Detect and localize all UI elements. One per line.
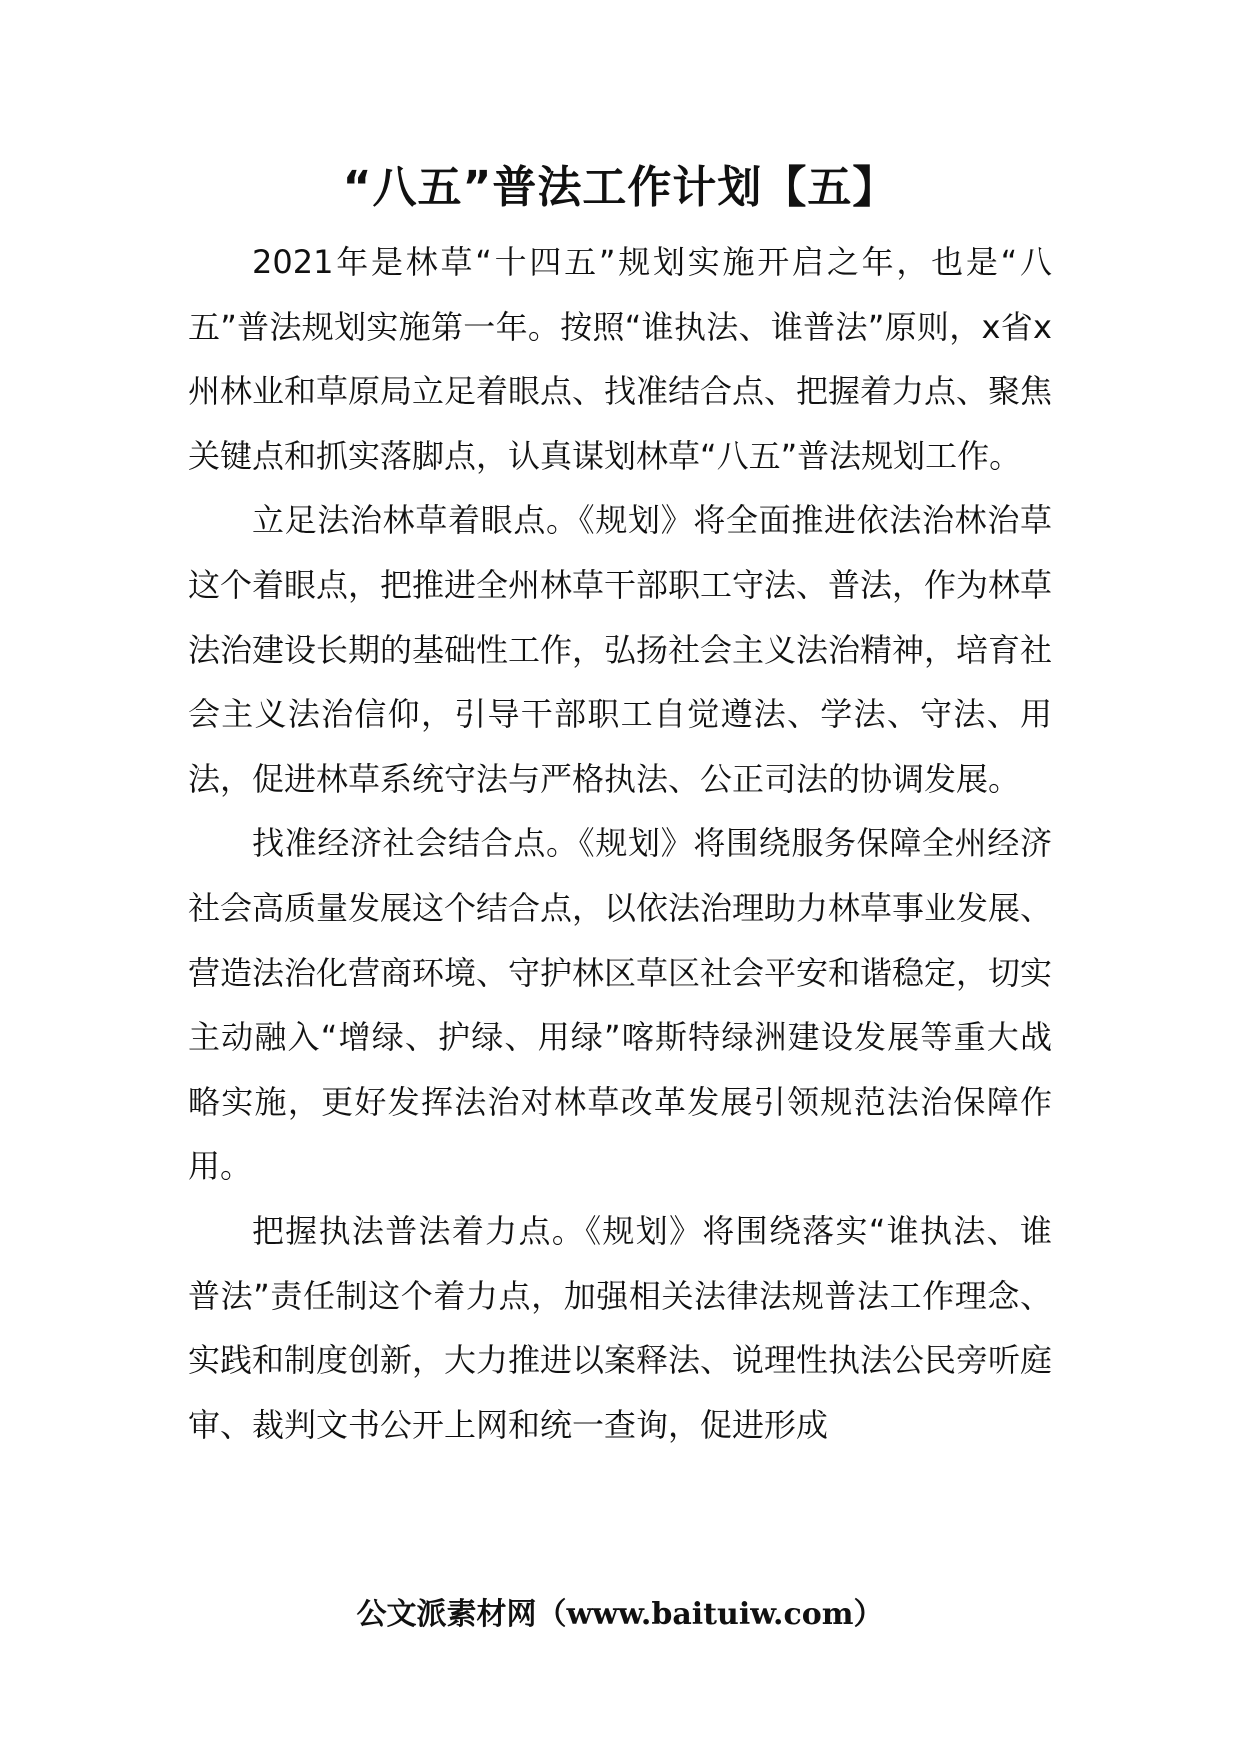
document-title: “八五”普法工作计划【五】: [342, 162, 898, 213]
paragraph-force-point: 把握执法普法着力点。《规划》将围绕落实“谁执法、谁普法”责任制这个着力点，加强相关法律法规普法工作理念、实践和制度创新，大力推进以案释法、说理性执法公民旁听庭审、裁判文书公开上网和统一查询，促进形成: [188, 1211, 1053, 1444]
paragraph-intro: 2021年是林草“十四五”规划实施开启之年，也是“八五”普法规划实施第一年。按照“谁执法、谁普法”原则，x省x州林业和草原局立足着眼点、找准结合点、把握着力点、聚焦关键点和抓实落脚点，认真谋划林草“八五”普法规划工作。: [188, 243, 1053, 475]
document-body: [188, 230, 1052, 1457]
paragraph-focus-point: 立足法治林草着眼点。《规划》将全面推进依法治林治草这个着眼点，把推进全州林草干部职工守法、普法，作为林草法治建设长期的基础性工作，弘扬社会主义法治精神，培育社会主义法治信仰，引导干部职工自觉遵法、学法、守法、用法，促进林草系统守法与严格执法、公正司法的协调发展。: [188, 501, 1053, 798]
paragraph-combination-point: 找准经济社会结合点。《规划》将围绕服务保障全州经济社会高质量发展这个结合点，以依法治理助力林草事业发展、营造法治化营商环境、守护林区草区社会平安和谐稳定，切实主动融入“增绿、护绿、用绿”喀斯特绿洲建设发展等重大战略实施，更好发挥法治对林草改革发展引领规范法治保障作用。: [188, 824, 1053, 1186]
page-footer-watermark: 公文派素材网（www.baituiw.com）: [356, 1597, 884, 1632]
